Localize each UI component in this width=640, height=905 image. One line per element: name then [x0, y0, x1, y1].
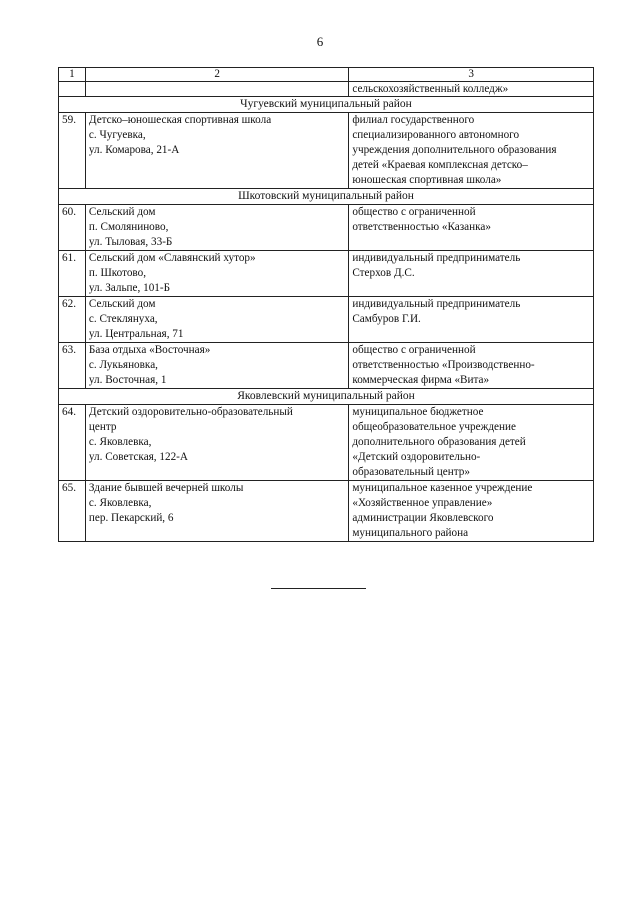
operator-line: коммерческая фирма «Вита» [352, 374, 490, 386]
operator-cell [349, 297, 594, 343]
district-heading: Чугуевский муниципальный район [59, 97, 594, 113]
table-row [59, 481, 594, 542]
district-heading: Яковлевский муниципальный район [59, 389, 594, 405]
page-number: 6 [316, 34, 324, 49]
column-header-number: 1 [59, 68, 86, 82]
table-row [59, 205, 594, 251]
object-line: Здание бывшей вечерней школы [88, 482, 244, 494]
operator-line: специализированного автономного [352, 129, 520, 141]
object-line: Сельский дом [88, 206, 156, 218]
operator-cell [349, 113, 594, 189]
operator-line: образовательный центр» [352, 466, 470, 478]
table-row [59, 297, 594, 343]
object-cell [85, 251, 348, 297]
operator-line: ответственностью «Производственно- [352, 359, 535, 371]
row-number: 62. [59, 297, 86, 343]
object-line: ул. Советская, 122-А [88, 451, 188, 463]
object-line: с. Яковлевка, [88, 497, 152, 509]
object-line: ул. Зальпе, 101-Б [88, 282, 171, 294]
object-cell [85, 297, 348, 343]
table-row [59, 113, 594, 189]
operator-line: Самбуров Г.И. [352, 313, 421, 325]
operator-line: администрации Яковлевского [352, 512, 494, 524]
object-cell [85, 113, 348, 189]
row-number: 65. [59, 481, 86, 542]
object-line: ул. Тыловая, 33-Б [88, 236, 173, 248]
object-line: с. Чугуевка, [88, 129, 146, 141]
row-number: 59. [59, 113, 86, 189]
operator-line: дополнительного образования детей [352, 436, 526, 448]
object-line: Детский оздоровительно-образовательный [88, 406, 293, 418]
operator-line: «Хозяйственное управление» [352, 497, 493, 509]
continuation-operator-cell [349, 82, 594, 97]
object-line: ул. Восточная, 1 [88, 374, 167, 386]
object-line: Сельский дом «Славянский хутор» [88, 252, 256, 264]
object-line: Сельский дом [88, 298, 156, 310]
operator-cell [349, 405, 594, 481]
table-row [59, 405, 594, 481]
operator-line: муниципальное бюджетное [352, 406, 484, 418]
continuation-operator-line: сельскохозяйственный колледж» [352, 83, 509, 95]
continuation-row [59, 82, 594, 97]
column-header-operator: 3 [349, 68, 594, 82]
operator-line: муниципального района [352, 527, 469, 539]
operator-line: детей «Краевая комплексная детско– [352, 159, 528, 171]
table-row [59, 251, 594, 297]
operator-line: филиал государственного [352, 114, 475, 126]
continuation-number-cell [59, 82, 86, 97]
object-line: с. Яковлевка, [88, 436, 152, 448]
district-row [59, 189, 594, 205]
operator-line: общеобразовательное учреждение [352, 421, 516, 433]
object-line: с. Лукьяновка, [88, 359, 158, 371]
operator-line: «Детский оздоровительно- [352, 451, 481, 463]
operator-line: муниципальное казенное учреждение [352, 482, 533, 494]
object-line: пер. Пекарский, 6 [88, 512, 174, 524]
operator-line: юношеская спортивная школа» [352, 174, 502, 186]
operator-line: учреждения дополнительного образования [352, 144, 557, 156]
registry-body [59, 68, 594, 542]
district-heading: Шкотовский муниципальный район [59, 189, 594, 205]
registry-table [58, 67, 594, 542]
operator-line: общество с ограниченной [352, 206, 476, 218]
row-number: 64. [59, 405, 86, 481]
operator-cell [349, 251, 594, 297]
object-line: ул. Комарова, 21-А [88, 144, 180, 156]
object-line: с. Стеклянуха, [88, 313, 158, 325]
column-header-row [59, 68, 594, 82]
object-line: п. Шкотово, [88, 267, 147, 279]
object-line: Детско–юношеская спортивная школа [88, 114, 272, 126]
object-line: База отдыха «Восточная» [88, 344, 211, 356]
object-line: ул. Центральная, 71 [88, 328, 184, 340]
row-number: 63. [59, 343, 86, 389]
operator-line: ответственностью «Казанка» [352, 221, 491, 233]
object-line: п. Смоляниново, [88, 221, 169, 233]
object-cell [85, 205, 348, 251]
object-cell [85, 481, 348, 542]
operator-cell [349, 481, 594, 542]
object-cell [85, 343, 348, 389]
row-number: 61. [59, 251, 86, 297]
operator-cell [349, 205, 594, 251]
district-row [59, 389, 594, 405]
operator-line: Стерхов Д.С. [352, 267, 415, 279]
object-cell [85, 405, 348, 481]
column-header-object: 2 [85, 68, 348, 82]
row-number: 60. [59, 205, 86, 251]
operator-cell [349, 343, 594, 389]
continuation-object-cell [85, 82, 348, 97]
district-row [59, 97, 594, 113]
operator-line: индивидуальный предприниматель [352, 252, 521, 264]
footer-rule [271, 588, 366, 589]
table-row [59, 343, 594, 389]
operator-line: общество с ограниченной [352, 344, 476, 356]
object-line: центр [88, 421, 117, 433]
operator-line: индивидуальный предприниматель [352, 298, 521, 310]
